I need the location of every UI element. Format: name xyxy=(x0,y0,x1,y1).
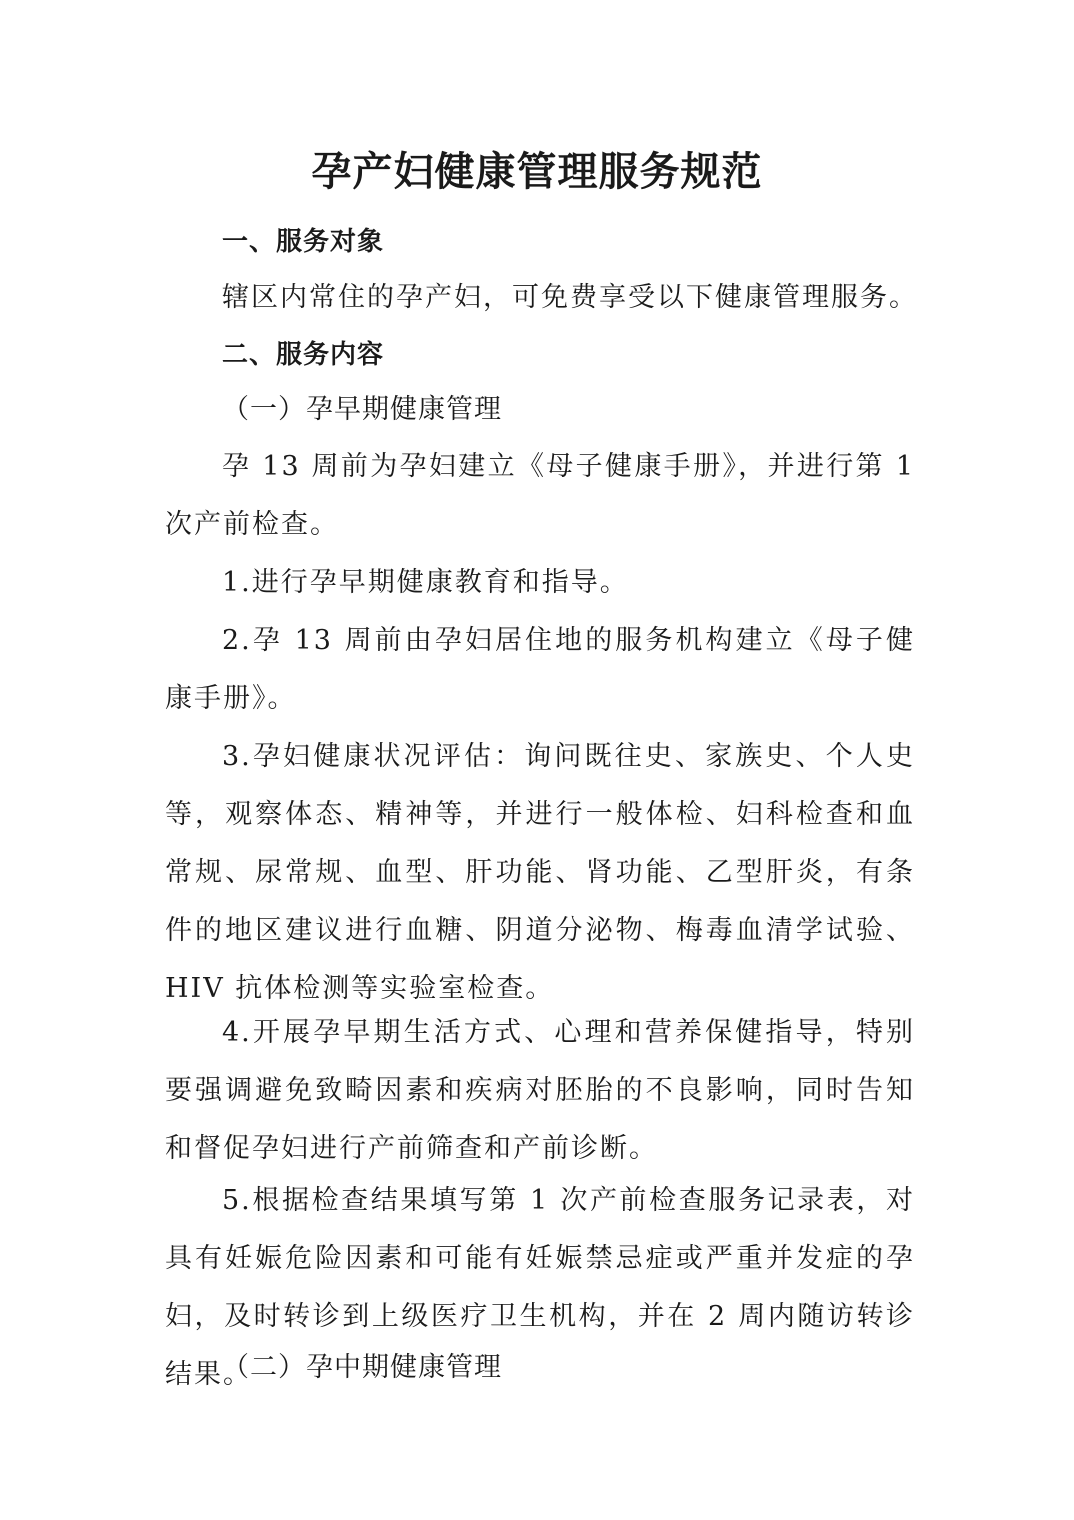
early-pregnancy-intro: 孕 13 周前为孕妇建立《母子健康手册》，并进行第 1 次产前检查。 xyxy=(165,451,915,540)
section-heading-service-content: 二、服务内容 xyxy=(222,340,385,370)
service-target-text: 辖区内常住的孕产妇，可免费享受以下健康管理服务。 xyxy=(222,282,918,313)
section-heading-service-target: 一、服务对象 xyxy=(222,227,385,257)
subsection-heading-mid-pregnancy: （二）孕中期健康管理 xyxy=(222,1352,502,1383)
early-pregnancy-item-2: 2.孕 13 周前由孕妇居住地的服务机构建立《母子健康手册》。 xyxy=(165,625,915,714)
early-pregnancy-item-4: 4.开展孕早期生活方式、心理和营养保健指导，特别要强调避免致畸因素和疾病对胚胎的不良影响，同时告知和督促孕妇进行产前筛查和产前诊断。 xyxy=(165,1017,915,1164)
early-pregnancy-item-3: 3.孕妇健康状况评估：询问既往史、家族史、个人史等，观察体态、精神等，并进行一般体检、妇科检查和血常规、尿常规、血型、肝功能、肾功能、乙型肝炎，有条件的地区建议进行血糖、阴道分泌物、梅毒血清学试验、HIV 抗体检测等实验室检查。 xyxy=(165,741,915,1004)
early-pregnancy-item-5: 5.根据检查结果填写第 1 次产前检查服务记录表，对具有妊娠危险因素和可能有妊娠禁忌症或严重并发症的孕妇，及时转诊到上级医疗卫生机构，并在 2 周内随访转诊结果。 xyxy=(165,1185,915,1390)
early-pregnancy-item-1: 1.进行孕早期健康教育和指导。 xyxy=(222,567,629,598)
subsection-heading-early-pregnancy: （一）孕早期健康管理 xyxy=(222,394,502,425)
document-title: 孕产妇健康管理服务规范 xyxy=(311,148,763,195)
